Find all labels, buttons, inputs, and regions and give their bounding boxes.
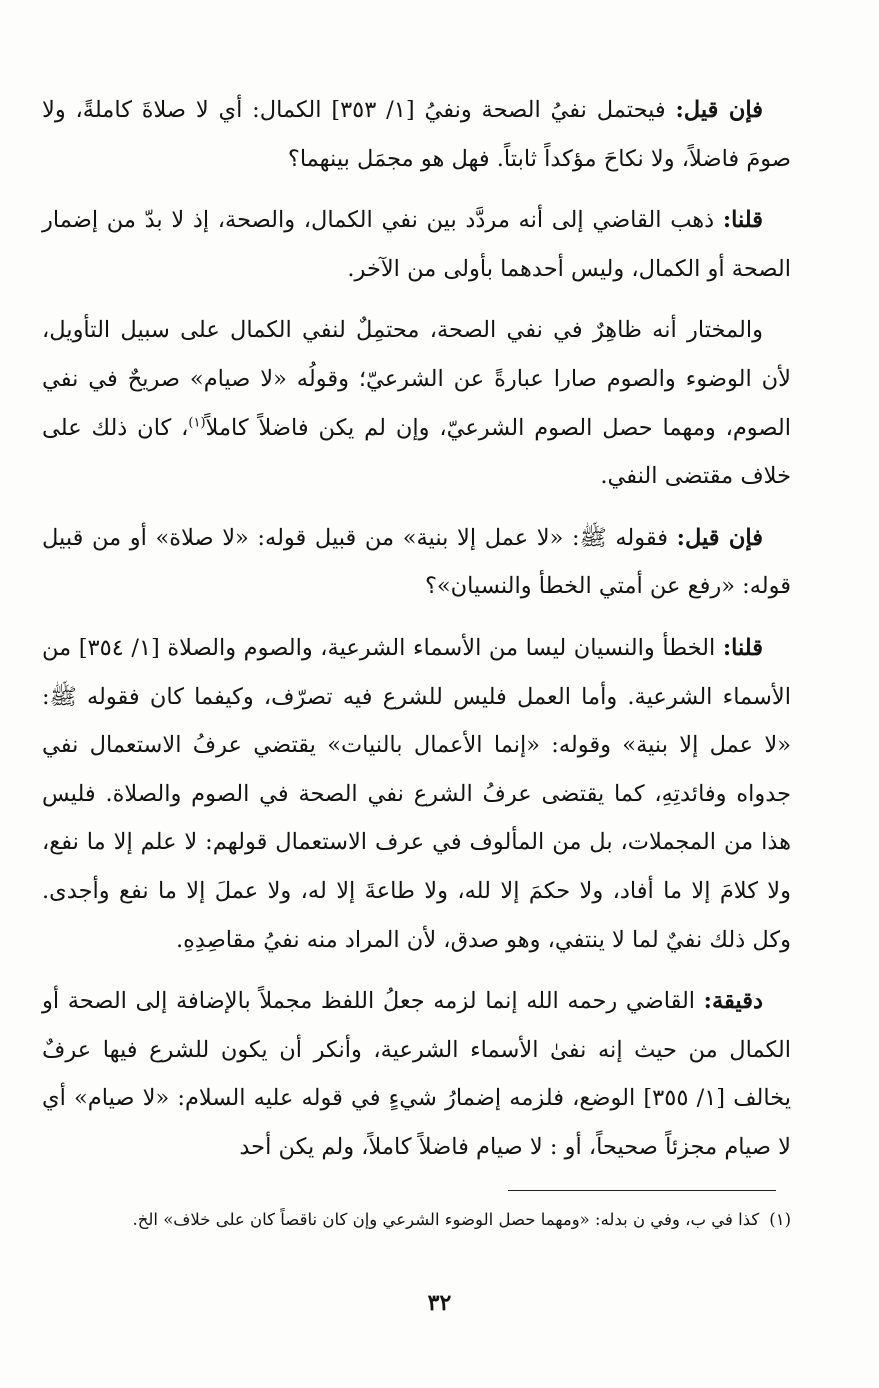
- paragraph-tail: ، كان ذلك على خلاف مقتضى النفي.: [42, 414, 791, 490]
- paragraph-lead: دقيقة:: [703, 988, 763, 1015]
- paragraph-text: القاضي رحمه الله إنما لزمه جعلُ اللفظ مجملاً بالإضافة إلى الصحة أو الكمال من حيث إنه نفىٰ الأسماء الشرعية، وأنكر أن يكون للشرع فيها عرفٌ يخالف [١/ ٣٥٥] الوضع، فلزمه إضمارُ شيءٍ في قوله عليه السلام: «لا صيام» أي لا صيام مجزئاً صحيحاً، أو : لا صيام فاضلاً كاملاً، ولم يكن أحد: [42, 988, 792, 1160]
- paragraph: [42, 977, 791, 1171]
- paragraph-lead: قلنا:: [722, 207, 763, 234]
- paragraph-text: فيحتمل نفيُ الصحة ونفيُ [١/ ٣٥٣] الكمال: أي لا صلاةَ كاملةً، ولا صومَ فاضلاً، ولا نكاحَ مؤكداً ثابتاً. فهل هو مجمَل بينهما؟: [42, 97, 791, 172]
- paragraph-lead: فإن قيل:: [676, 524, 763, 551]
- paragraph-text: والمختار أنه ظاهِرٌ في نفي الصحة، محتمِلٌ لنفي الكمال على سبيل التأويل، لأن الوضوء والصوم صارا عبارةً عن الشرعيّ؛ وقولُه «لا صيام» صريحٌ في نفي الصوم، ومهما حصل الصوم الشرعيّ، وإن لم يكن فاضلاً كاملاً: [42, 317, 792, 441]
- paragraph: [42, 196, 791, 293]
- footnote-divider: [508, 1190, 776, 1191]
- paragraph-lead: قلنا:: [722, 634, 764, 661]
- paragraph-lead: فإن قيل:: [675, 97, 764, 123]
- page-number: ٣٢: [427, 1290, 452, 1316]
- paragraph: [42, 514, 791, 611]
- paragraph: [42, 306, 791, 500]
- paragraph-text: ذهب القاضي إلى أنه مردَّد بين نفي الكمال، والصحة، إذ لا بدّ من إضمار الصحة أو الكمال، وليس أحدهما بأولى من الآخر.: [42, 207, 791, 282]
- paragraph-text: الخطأ والنسيان ليسا من الأسماء الشرعية، والصوم والصلاة [١/ ٣٥٤] من الأسماء الشرعية. وأما العمل فليس للشرع فيه تصرّف، وكيفما كان فقوله ﷺ: «لا عمل إلا بنية» وقوله: «إنما الأعمال بالنيات» يقتضي عرفُ الاستعمال نفي جدواه وفائدتِهِ، كما يقتضى عرفُ الشرع نفي الصحة في الصوم والصلاة. فليس هذا من المجملات، بل من المألوف في عرف الاستعمال قولهم: لا علم إلا ما نفع، ولا كلامَ إلا ما أفاد، ولا حكمَ إلا لله، ولا طاعةَ إلا له، ولا عملَ إلا ما نفع وأجدى. وكل ذلك نفيٌ لما لا ينتفي، وهو صدق، لأن المراد منه نفيُ مقاصِدِهِ.: [42, 634, 791, 953]
- paragraph-text: فقوله ﷺ: «لا عمل إلا بنية» من قبيل قوله: «لا صلاة» أو من قبيل قوله: «رفع عن أمتي الخطأ والنسيان»؟: [42, 524, 791, 600]
- body-text: [42, 86, 791, 1184]
- paragraph: [42, 624, 791, 964]
- footnote-text: كذا في ب، وفي ن بدله: «ومهما حصل الوضوء الشرعي وإن كان ناقصاً كان على خلاف» الخ.: [132, 1210, 760, 1229]
- paragraph: [42, 86, 791, 183]
- footnote: [32, 1202, 791, 1238]
- footnote-reference[interactable]: (١): [188, 415, 206, 431]
- footnote-number: (١): [769, 1210, 791, 1229]
